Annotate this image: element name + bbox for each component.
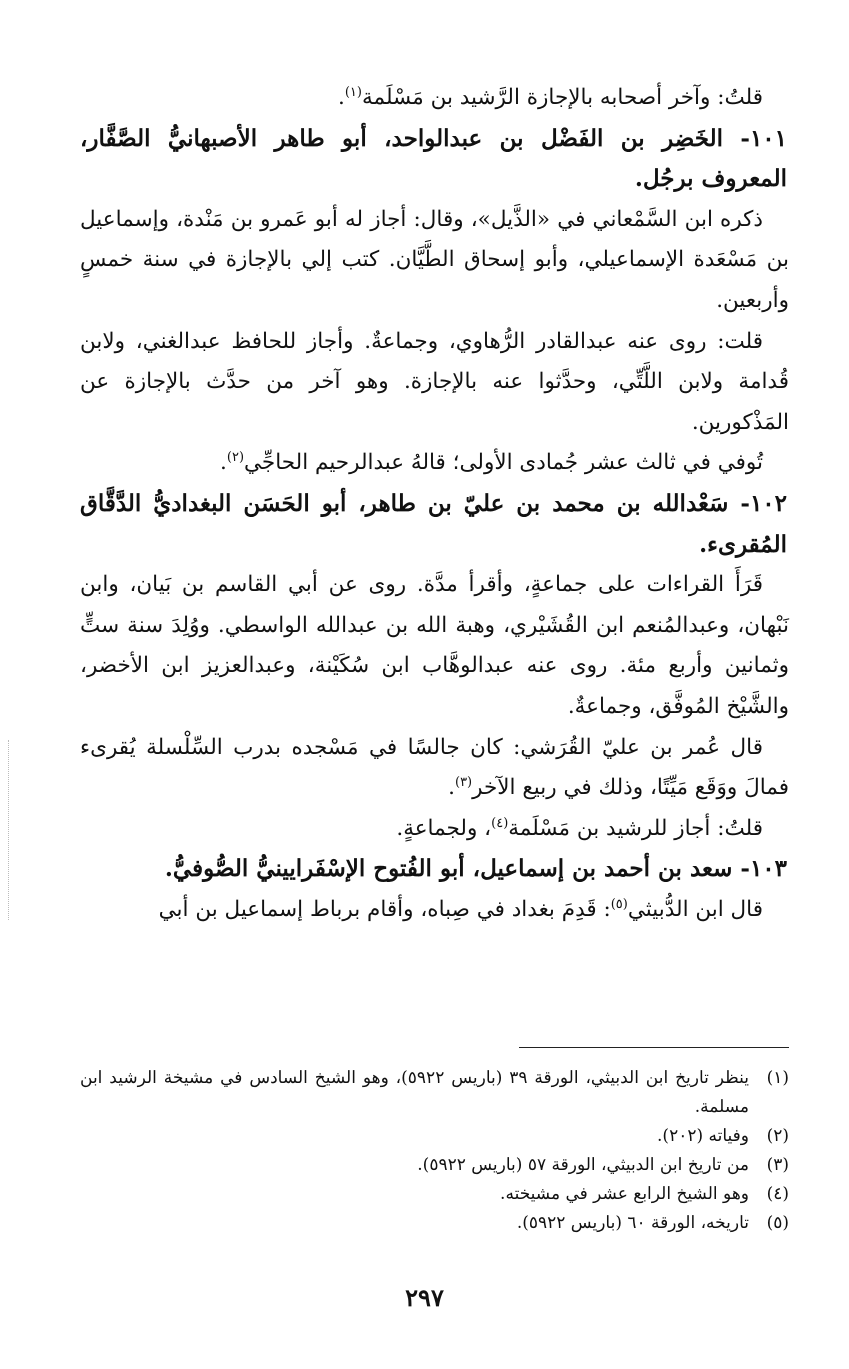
- footnote-ref: (٣): [454, 774, 473, 790]
- paragraph: قال عُمر بن عليّ القُرَشي: كان جالسًا في مَسْجده بدرب السِّلْسلة يُقرىء فمالَ ووَقَع مَيِّتًا، وذلك في ربيع الآخر$^{(٣)}$.: [80, 734, 789, 801]
- paragraph: تُوفي في ثالث عشر جُمادى الأولى؛ قالهُ عبدالرحيم الحاجِّي$^{(٢)}$.: [220, 450, 763, 476]
- paragraph: قَرَأَ القراءات على جماعةٍ، وأقرأ مدَّة. روى عن أبي القاسم بن بَيان، وابن نَبْهان، وعبدالمُنعم ابن القُشَيْري، وهبة الله بن عبدالله الواسطي. ووُلِدَ سنة ستٍّ وثمانين وأربع مئة. روى عنه عبدالوهَّاب ابن سُكَيْنة، وعبدالعزيز ابن الأخضر، والشَّيْخ المُوفَّق، وجماعةٌ.: [80, 572, 789, 719]
- paragraph: قلت: روى عنه عبدالقادر الرُّهاوي، وجماعةٌ. وأجاز للحافظ عبدالغني، ولابن قُدامة ولابن اللَّتِّي، وحدَّثوا عنه بالإجازة. وهو آخر من حدَّث بالإجازة عن المَذْكورين.: [80, 328, 789, 435]
- paragraph: ذكره ابن السَّمْعاني في «الذَّيل»، وقال: أجاز له أبو عَمرو بن مَنْدة، وإسماعيل بن مَسْعَدة الإسماعيلي، وأبو إسحاق الطَّيَّان. كتب إلي بالإجازة في سنة خمسٍ وأربعين.: [80, 206, 789, 313]
- footnote-number: (٢): [766, 1126, 789, 1146]
- footnote: [80, 1064, 789, 1122]
- paragraph: قلتُ: وآخر أصحابه بالإجازة الرَّشيد بن مَسْلَمة$^{(١)}$.: [338, 84, 763, 110]
- footnote-separator: [519, 1047, 789, 1048]
- footnote: [80, 1209, 789, 1238]
- biography-heading: ١٠٣- سعد بن أحمد بن إسماعيل، أبو الفُتوح الإسْفَرايينيُّ الصُّوفيُّ.: [164, 855, 787, 883]
- footnote-ref: (٥): [610, 896, 628, 912]
- footnote-ref: (٤): [491, 815, 509, 831]
- biography-heading: ١٠١- الخَضِر بن الفَضْل بن عبدالواحد، أبو طاهر الأصبهانيُّ الصَّفَّار، المعروف برجُل.: [80, 124, 787, 193]
- paragraph: قلتُ: أجاز للرشيد بن مَسْلَمة$^{(٤)}$، ولجماعةٍ.: [396, 815, 763, 841]
- page-number: ٢٩٧: [405, 1283, 444, 1312]
- main-text: [80, 78, 789, 930]
- biography-heading: ١٠٢- سَعْدالله بن محمد بن عليّ بن طاهر، أبو الحَسَن البغداديُّ الدَّقَّاق المُقرىء.: [80, 489, 787, 558]
- paragraph: قال ابن الدُّبيثي$^{(٥)}$: قَدِمَ بغداد في صِباه، وأقام برباط إسماعيل بن أبي: [158, 896, 763, 922]
- footnote-text: تاريخه، الورقة ٦٠ (باريس ٥٩٢٢).: [516, 1213, 749, 1233]
- footnote-ref: (١): [344, 84, 362, 100]
- footnote-text: من تاريخ ابن الدبيثي، الورقة ٥٧ (باريس ٥٩٢٢).: [417, 1155, 749, 1175]
- footnote: [80, 1122, 789, 1151]
- footnote-text: وفياته (٢٠٢).: [657, 1126, 749, 1146]
- footnote-ref: (٢): [226, 450, 245, 466]
- footnote-number: (١): [766, 1068, 789, 1088]
- footnote-number: (٥): [766, 1213, 789, 1233]
- footnote: [80, 1180, 789, 1209]
- footnote-text: وهو الشيخ الرابع عشر في مشيخته.: [500, 1184, 749, 1204]
- footnote-number: (٣): [766, 1155, 789, 1175]
- scan-margin-mark: [8, 740, 10, 920]
- footnote-text: ينظر تاريخ ابن الدبيثي، الورقة ٣٩ (باريس ٥٩٢٢)، وهو الشيخ السادس في مشيخة الرشيد ابن مسلمة.: [80, 1068, 749, 1117]
- footnote: [80, 1151, 789, 1180]
- footnotes: [80, 1064, 789, 1238]
- footnote-number: (٤): [766, 1184, 789, 1204]
